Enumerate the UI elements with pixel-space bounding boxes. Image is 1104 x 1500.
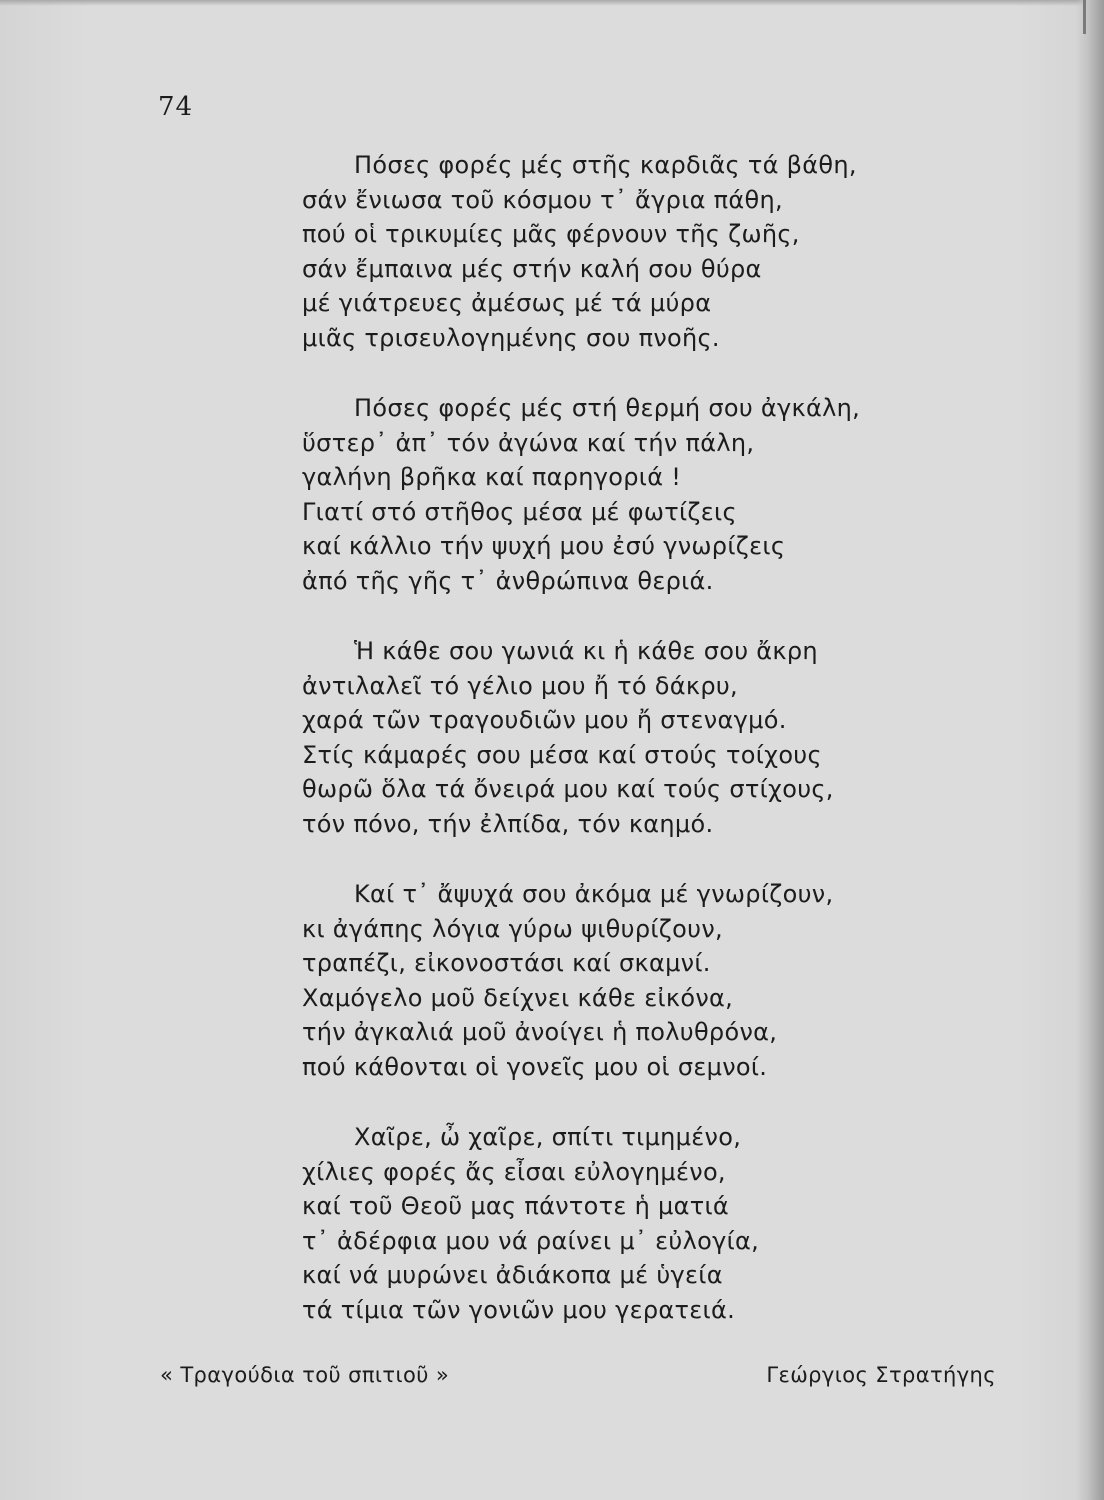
poem-line: Καί τ᾽ ἄψυχά σου ἀκόμα μέ γνωρίζουν,: [354, 880, 834, 908]
poem-line: σάν ἔμπαινα μές στήν καλή σου θύρα: [302, 254, 762, 283]
poem-line: θωρῶ ὅλα τά ὄνειρά μου καί τούς στίχους,: [302, 775, 834, 803]
poem-line: τήν ἀγκαλιά μοῦ ἀνοίγει ἡ πολυθρόνα,: [302, 1018, 778, 1046]
poem-line: καί κάλλιο τήν ψυχή μου ἐσύ γνωρίζεις: [302, 532, 786, 560]
poem-line: Στίς κάμαρές σου μέσα καί στούς τοίχους: [302, 740, 822, 769]
poem-line: πού κάθονται οἱ γονεῖς μου οἱ σεμνοί.: [302, 1052, 768, 1081]
page-number: 74: [158, 92, 194, 122]
poem-line: τ᾽ ἀδέρφια μου νά ραίνει μ᾽ εὐλογία,: [302, 1226, 760, 1255]
footer-author: Γεώργιος Στρατήγης: [766, 1363, 996, 1387]
poem-line: καί νά μυρώνει ἀδιάκοπα μέ ὑγεία: [302, 1261, 723, 1289]
poem-line: τόν πόνο, τήν ἐλπίδα, τόν καημό.: [302, 809, 714, 838]
poem-line: Χαῖρε, ὦ χαῖρε, σπίτι τιμημένο,: [354, 1123, 742, 1151]
poem: [302, 148, 862, 1363]
poem-line: γαλήνη βρῆκα καί παρηγοριά !: [302, 463, 682, 491]
poem-line: Πόσες φορές μές στῆς καρδιᾶς τά βάθη,: [354, 151, 857, 179]
poem-line: πού οἱ τρικυμίες μᾶς φέρνουν τῆς ζωῆς,: [302, 220, 800, 248]
stanza: [302, 148, 862, 355]
poem-line: Ἡ κάθε σου γωνιά κι ἡ κάθε σου ἄκρη: [354, 637, 818, 665]
poem-line: Χαμόγελο μοῦ δείχνει κάθε εἰκόνα,: [302, 983, 734, 1012]
page-right-edge: [1076, 0, 1104, 1500]
poem-line: καί τοῦ Θεοῦ μας πάντοτε ἡ ματιά: [302, 1192, 730, 1220]
poem-line: σάν ἔνιωσα τοῦ κόσμου τ᾽ ἄγρια πάθη,: [302, 185, 783, 214]
stanza: [302, 877, 862, 1084]
poem-line: μέ γιάτρευες ἀμέσως μέ τά μύρα: [302, 289, 712, 317]
poem-line: μιᾶς τρισευλογημένης σου πνοῆς.: [302, 323, 720, 352]
poem-line: χαρά τῶν τραγουδιῶν μου ἤ στεναγμό.: [302, 706, 787, 734]
footer-source-title: « Τραγούδια τοῦ σπιτιοῦ »: [160, 1363, 450, 1387]
poem-line: Γιατί στό στῆθος μέσα μέ φωτίζεις: [302, 497, 737, 526]
poem-line: κι ἀγάπης λόγια γύρω ψιθυρίζουν,: [302, 914, 723, 943]
stanza: [302, 1120, 862, 1327]
poem-line: τά τίμια τῶν γονιῶν μου γερατειά.: [302, 1295, 736, 1324]
page-top-edge: [0, 0, 1104, 6]
poem-line: τραπέζι, εἰκονοστάσι καί σκαμνί.: [302, 949, 711, 977]
stanza: [302, 391, 862, 598]
poem-line: ἀντιλαλεῖ τό γέλιο μου ἤ τό δάκρυ,: [302, 671, 738, 700]
poem-line: Πόσες φορές μές στή θερμή σου ἀγκάλη,: [354, 394, 861, 422]
poem-line: ὕστερ᾽ ἀπ᾽ τόν ἀγώνα καί τήν πάλη,: [302, 428, 755, 457]
stanza: [302, 634, 862, 841]
poem-line: χίλιες φορές ἄς εἶσαι εὐλογημένο,: [302, 1157, 726, 1186]
poem-line: ἀπό τῆς γῆς τ᾽ ἀνθρώπινα θεριά.: [302, 566, 714, 595]
